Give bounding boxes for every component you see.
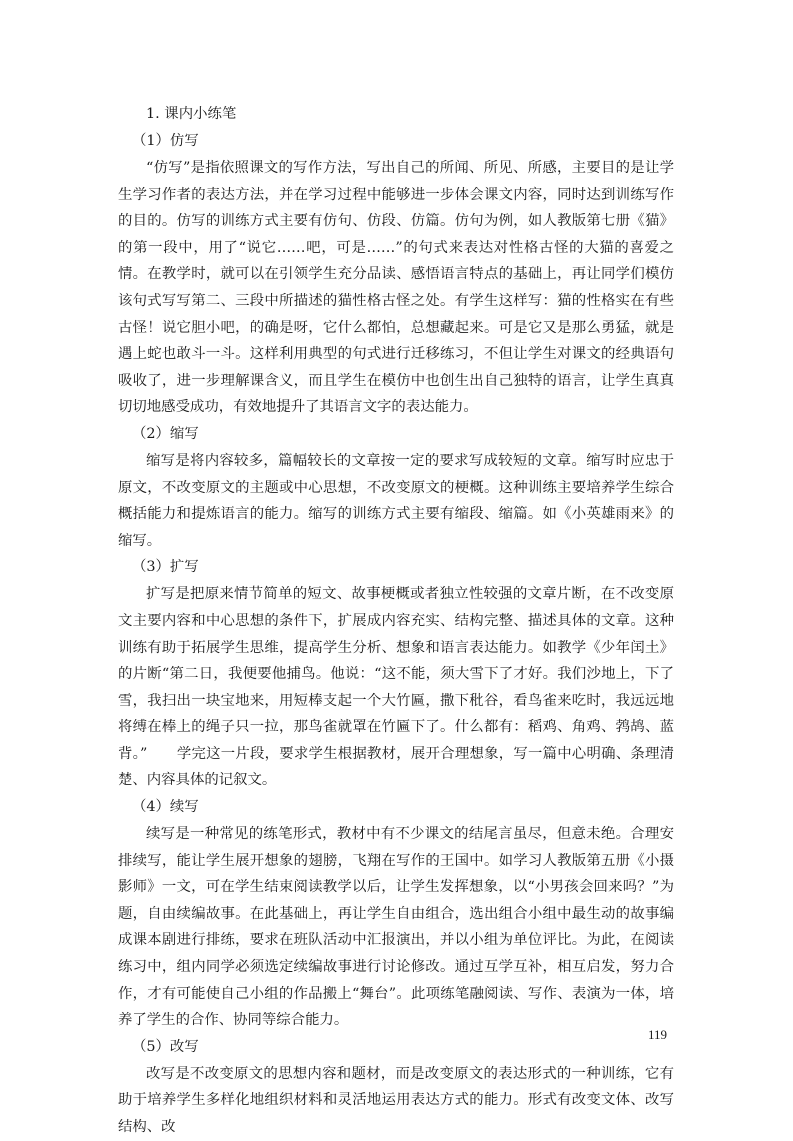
paragraph-rewrite: 改写是不改变原文的思想内容和题材，而是改变原文的表达形式的一种训练，它有助于培养学生多样化地组织材料和灵活地运用表达方式的能力。形式有改变文体、改写结构、改 bbox=[118, 1065, 674, 1135]
subsection-heading-imitation: （1）仿写 bbox=[132, 133, 199, 149]
page-number: 119 bbox=[648, 1027, 668, 1042]
paragraph-imitation: “仿写”是指依照课文的写作方法，写出自己的所闻、所见、所感，主要目的是让学生学习作者的表达方法，并在学习过程中能够进一步体会课文内容，同时达到训练写作的目的。仿写的训练方式主要有仿句、仿段、仿篇。仿句为例，如人教版第七册《猫》的第一段中，用了“说它……吧，可是……”的句式来表达对性格古怪的大猫的喜爱之情。在教学时，就可以在引领学生充分品读、感悟语言特点的基础上，再让同学们模仿该句式写写第二、三段中所描述的猫性格古怪之处。有学生这样写：猫的性格实在有些古怪！说它胆小吧，的确是呀，它什么都怕，总想藏起来。可是它又是那么勇猛，就是遇上蛇也敢斗一斗。这样利用典型的句式进行迁移练习，不但让学生对课文的经典语句吸收了，进一步理解课含义，而且学生在模仿中也创生出自己独特的语言，让学生真真切切地感受成功，有效地提升了其语言文字的表达能力。 bbox=[118, 160, 674, 416]
subsection-heading-rewrite: （5）改写 bbox=[132, 1038, 199, 1055]
page-body bbox=[118, 101, 674, 1141]
subsection-heading-abridge: （2）缩写 bbox=[132, 425, 199, 442]
subsection-heading-expand: （3）扩写 bbox=[132, 559, 199, 576]
paragraph-abridge: 缩写是将内容较多，篇幅较长的文章按一定的要求写成较短的文章。缩写时应忠于原文，不改变原文的主题或中心思想，不改变原文的梗概。这种训练主要培养学生综合概括能力和提炼语言的能力。缩写的训练方式主要有缩段、缩篇。如《小英雄雨来》的缩写。 bbox=[118, 452, 674, 549]
subsection-heading-continue: （4）续写 bbox=[132, 799, 199, 816]
section-title: 1. 课内小练笔 bbox=[146, 106, 237, 122]
paragraph-continue: 续写是一种常见的练笔形式，教材中有不少课文的结尾言虽尽，但意未绝。合理安排续写，能让学生展开想象的翅膀，飞翔在写作的王国中。如学习人教版第五册《小摄影师》一文，可在学生结束阅读教学以后，让学生发挥想象，以“小男孩会回来吗？”为题，自由续编故事。在此基础上，再让学生自由组合，选出组合小组中最生动的故事编成课本剧进行排练，要求在班队活动中汇报演出，并以小组为单位评比。为此，在阅读练习中，组内同学必须选定续编故事进行讨论修改。通过互学互补，相互启发，努力合作，才有可能使自己小组的作品搬上“舞台”。此项练笔融阅读、写作、表演为一体，培养了学生的合作、协同等综合能力。 bbox=[118, 826, 674, 1029]
paragraph-expand: 扩写是把原来情节简单的短文、故事梗概或者独立性较强的文章片断，在不改变原文主要内容和中心思想的条件下，扩展成内容充实、结构完整、描述具体的文章。这种训练有助于拓展学生思维，提高学生分析、想象和语言表达能力。如教学《少年闰土》的片断“第二日，我便要他捕鸟。他说：“这不能，须大雪下了才好。我们沙地上，下了雪，我扫出一块宝地来，用短棒支起一个大竹匾，撒下秕谷，看鸟雀来吃时，我远远地将缚在棒上的绳子只一拉，那鸟雀就罩在竹匾下了。什么都有：稻鸡、角鸡、鹁鸪、蓝背。” 学完这一片段，要求学生根据教材，展开合理想象，写一篇中心明确、条理清楚、内容具体的记叙文。 bbox=[118, 586, 674, 789]
